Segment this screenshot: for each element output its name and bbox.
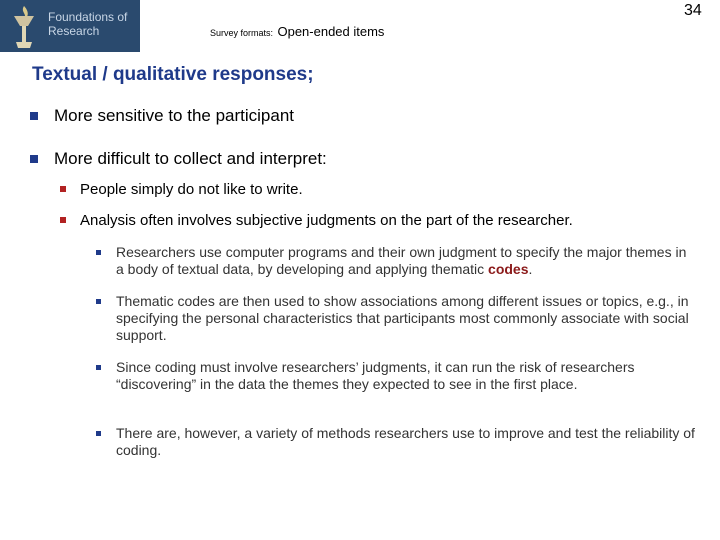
breadcrumb-topic: Open-ended items xyxy=(277,24,385,39)
page-number: 34 xyxy=(684,2,702,19)
square-bullet-icon xyxy=(96,365,101,370)
square-bullet-icon xyxy=(96,250,101,255)
square-bullet-icon xyxy=(60,217,66,223)
square-bullet-icon xyxy=(96,299,101,304)
sub-bullet-text: Analysis often involves subjective judgments on the part of the researcher. xyxy=(80,212,573,229)
breadcrumb-section: Survey formats: xyxy=(210,28,274,38)
detail-bullet-text: Thematic codes are then used to show associations among different issues or topics, e.g., in specifying the personal characteristics that participants most commonly associate with social support. xyxy=(116,293,689,343)
course-title xyxy=(48,10,127,38)
detail-bullet-text: Since coding must involve researchers’ judgments, it can run the risk of researchers “discovering” in the data the themes they expected to see in the first place. xyxy=(116,359,635,392)
slide-title: Textual / qualitative responses; xyxy=(32,64,314,85)
emphasis-term: codes xyxy=(488,261,529,277)
sub-bullet-text: People simply do not like to write. xyxy=(80,181,303,198)
torch-logo-icon xyxy=(6,2,42,50)
square-bullet-icon xyxy=(30,112,38,120)
bullet-text: More difficult to collect and interpret: xyxy=(54,149,327,168)
detail-bullet-text: There are, however, a variety of methods researchers use to improve and test the reliability of coding. xyxy=(116,425,695,458)
course-title-line2: Research xyxy=(48,24,100,38)
course-title-line1: Foundations of xyxy=(48,10,128,24)
detail-bullet-text xyxy=(116,244,696,278)
square-bullet-icon xyxy=(60,186,66,192)
square-bullet-icon xyxy=(96,431,101,436)
breadcrumb xyxy=(210,23,384,41)
bullet-text: More sensitive to the participant xyxy=(54,106,295,125)
detail-bullet-tail: . xyxy=(528,261,533,277)
detail-bullet-body: Researchers use computer programs and their own judgment to specify the major themes in a body of textual data, by developing and applying thematic xyxy=(116,244,687,277)
square-bullet-icon xyxy=(30,155,38,163)
